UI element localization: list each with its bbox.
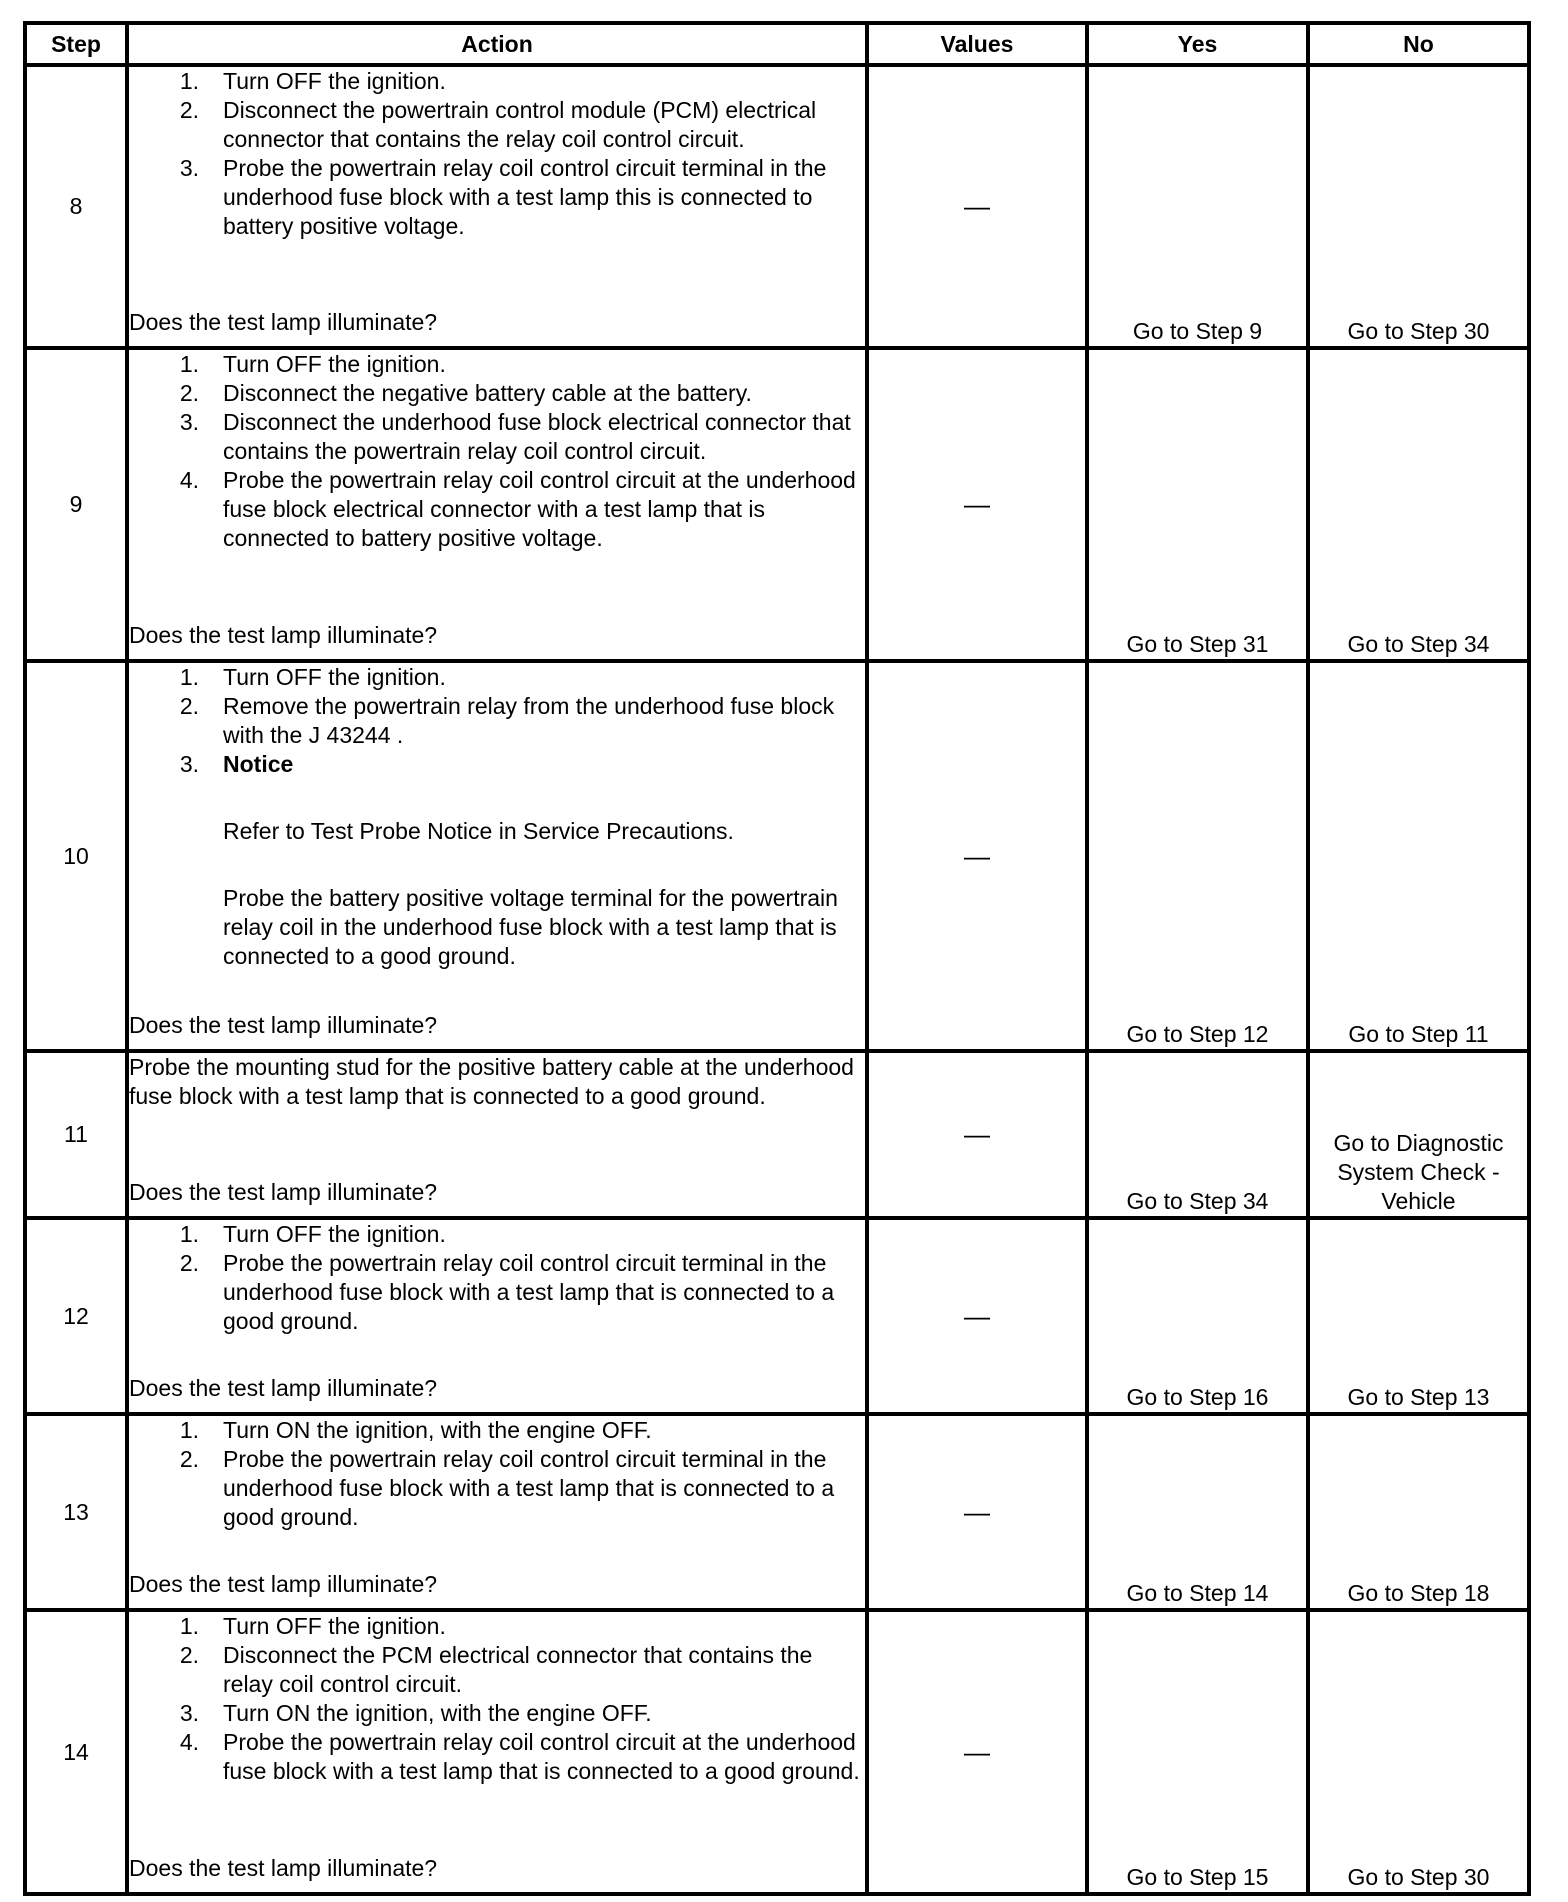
list-item: 2. Disconnect the powertrain control module (PCM) electrical connector that contains the relay coil control circuit. [179, 97, 817, 152]
table-row [25, 65, 1529, 348]
action-text: Probe the mounting stud for the positive battery cable at the underhood fuse block with a test lamp that is connected to a good ground. [129, 1054, 854, 1109]
table-row [25, 1414, 1529, 1610]
table-row [25, 1051, 1529, 1218]
value-cell: — [867, 1610, 1087, 1894]
question: Does the test lamp illuminate? [129, 309, 438, 335]
action-steps [129, 1220, 865, 1336]
action-cell [127, 1218, 867, 1414]
no-cell: Go to Step 11 [1308, 661, 1529, 1051]
action-cell [127, 661, 867, 1051]
table-row [25, 1610, 1529, 1894]
step-number: 13 [25, 1414, 127, 1610]
question: Does the test lamp illuminate? [129, 1012, 438, 1038]
value-cell: — [867, 1218, 1087, 1414]
no-cell: Go to Step 30 [1308, 65, 1529, 348]
list-item: 3. Disconnect the underhood fuse block electrical connector that contains the powertrain relay coil control circuit. [179, 409, 851, 464]
list-item: 1. Turn OFF the ignition. [179, 664, 446, 690]
yes-cell: Go to Step 14 [1087, 1414, 1308, 1610]
yes-cell: Go to Step 9 [1087, 65, 1308, 348]
question: Does the test lamp illuminate? [129, 1571, 438, 1597]
table-row [25, 661, 1529, 1051]
list-item: 3. Notice [129, 750, 865, 779]
question: Does the test lamp illuminate? [129, 1375, 438, 1401]
action-steps [129, 350, 865, 553]
list-item: 4. Probe the powertrain relay coil control circuit at the underhood fuse block electrical connector with a test lamp that is connected to battery positive voltage. [179, 467, 856, 551]
question: Does the test lamp illuminate? [129, 622, 438, 648]
question: Does the test lamp illuminate? [129, 1179, 438, 1205]
no-cell: Go to Step 13 [1308, 1218, 1529, 1414]
notice-action: Probe the battery positive voltage terminal for the powertrain relay coil in the underhood fuse block with a test lamp that is connected to a good ground. [223, 885, 838, 969]
notice-block [129, 817, 865, 971]
header-row [25, 23, 1529, 65]
yes-cell: Go to Step 34 [1087, 1051, 1308, 1218]
header-yes: Yes [1087, 23, 1308, 65]
value-cell: — [867, 65, 1087, 348]
value-cell: — [867, 661, 1087, 1051]
no-cell: Go to Step 18 [1308, 1414, 1529, 1610]
notice-reference: Refer to Test Probe Notice in Service Precautions. [223, 818, 734, 844]
table-row [25, 348, 1529, 661]
list-item: 1. Turn ON the ignition, with the engine OFF. [179, 1417, 652, 1443]
no-cell: Go to Diagnostic System Check - Vehicle [1308, 1051, 1529, 1218]
list-item: 4. Probe the powertrain relay coil control circuit at the underhood fuse block with a test lamp that is connected to a good ground. [179, 1729, 860, 1784]
question: Does the test lamp illuminate? [129, 1855, 438, 1881]
list-item: 3. Turn ON the ignition, with the engine OFF. [179, 1700, 652, 1726]
yes-cell: Go to Step 16 [1087, 1218, 1308, 1414]
header-no: No [1308, 23, 1529, 65]
list-item: 1. Turn OFF the ignition. [179, 351, 446, 377]
header-step: Step [25, 23, 127, 65]
header-values: Values [867, 23, 1087, 65]
action-cell [127, 348, 867, 661]
action-cell [127, 65, 867, 348]
header-action: Action [127, 23, 867, 65]
step-number: 8 [25, 65, 127, 348]
step-number: 9 [25, 348, 127, 661]
step-number: 10 [25, 661, 127, 1051]
action-steps [129, 1416, 865, 1532]
value-cell: — [867, 1051, 1087, 1218]
list-item: 2. Probe the powertrain relay coil control circuit terminal in the underhood fuse block with a test lamp that is connected to a good ground. [179, 1250, 835, 1334]
list-item: 1. Turn OFF the ignition. [179, 1613, 446, 1639]
action-steps [129, 1612, 865, 1786]
no-cell: Go to Step 30 [1308, 1610, 1529, 1894]
action-cell [127, 1051, 867, 1218]
action-steps [129, 67, 865, 241]
yes-cell: Go to Step 12 [1087, 661, 1308, 1051]
no-cell: Go to Step 34 [1308, 348, 1529, 661]
table-row [25, 1218, 1529, 1414]
list-item: 3. Probe the powertrain relay coil control circuit terminal in the underhood fuse block with a test lamp this is connected to battery positive voltage. [179, 155, 827, 239]
list-item: 1. Turn OFF the ignition. [179, 68, 446, 94]
list-item: 1. Turn OFF the ignition. [179, 1221, 446, 1247]
action-cell [127, 1414, 867, 1610]
step-number: 12 [25, 1218, 127, 1414]
action-steps [129, 663, 865, 779]
yes-cell: Go to Step 15 [1087, 1610, 1308, 1894]
yes-cell: Go to Step 31 [1087, 348, 1308, 661]
list-item: 2. Remove the powertrain relay from the underhood fuse block with the J 43244 . [179, 693, 835, 748]
value-cell: — [867, 348, 1087, 661]
diagnostic-table [23, 21, 1531, 1896]
action-cell [127, 1610, 867, 1894]
list-item: 2. Disconnect the PCM electrical connector that contains the relay coil control circuit. [179, 1642, 813, 1697]
value-cell: — [867, 1414, 1087, 1610]
step-number: 14 [25, 1610, 127, 1894]
notice-heading: Notice [223, 751, 294, 777]
list-item: 2. Probe the powertrain relay coil control circuit terminal in the underhood fuse block with a test lamp that is connected to a good ground. [179, 1446, 835, 1530]
step-number: 11 [25, 1051, 127, 1218]
list-item: 2. Disconnect the negative battery cable at the battery. [179, 380, 752, 406]
